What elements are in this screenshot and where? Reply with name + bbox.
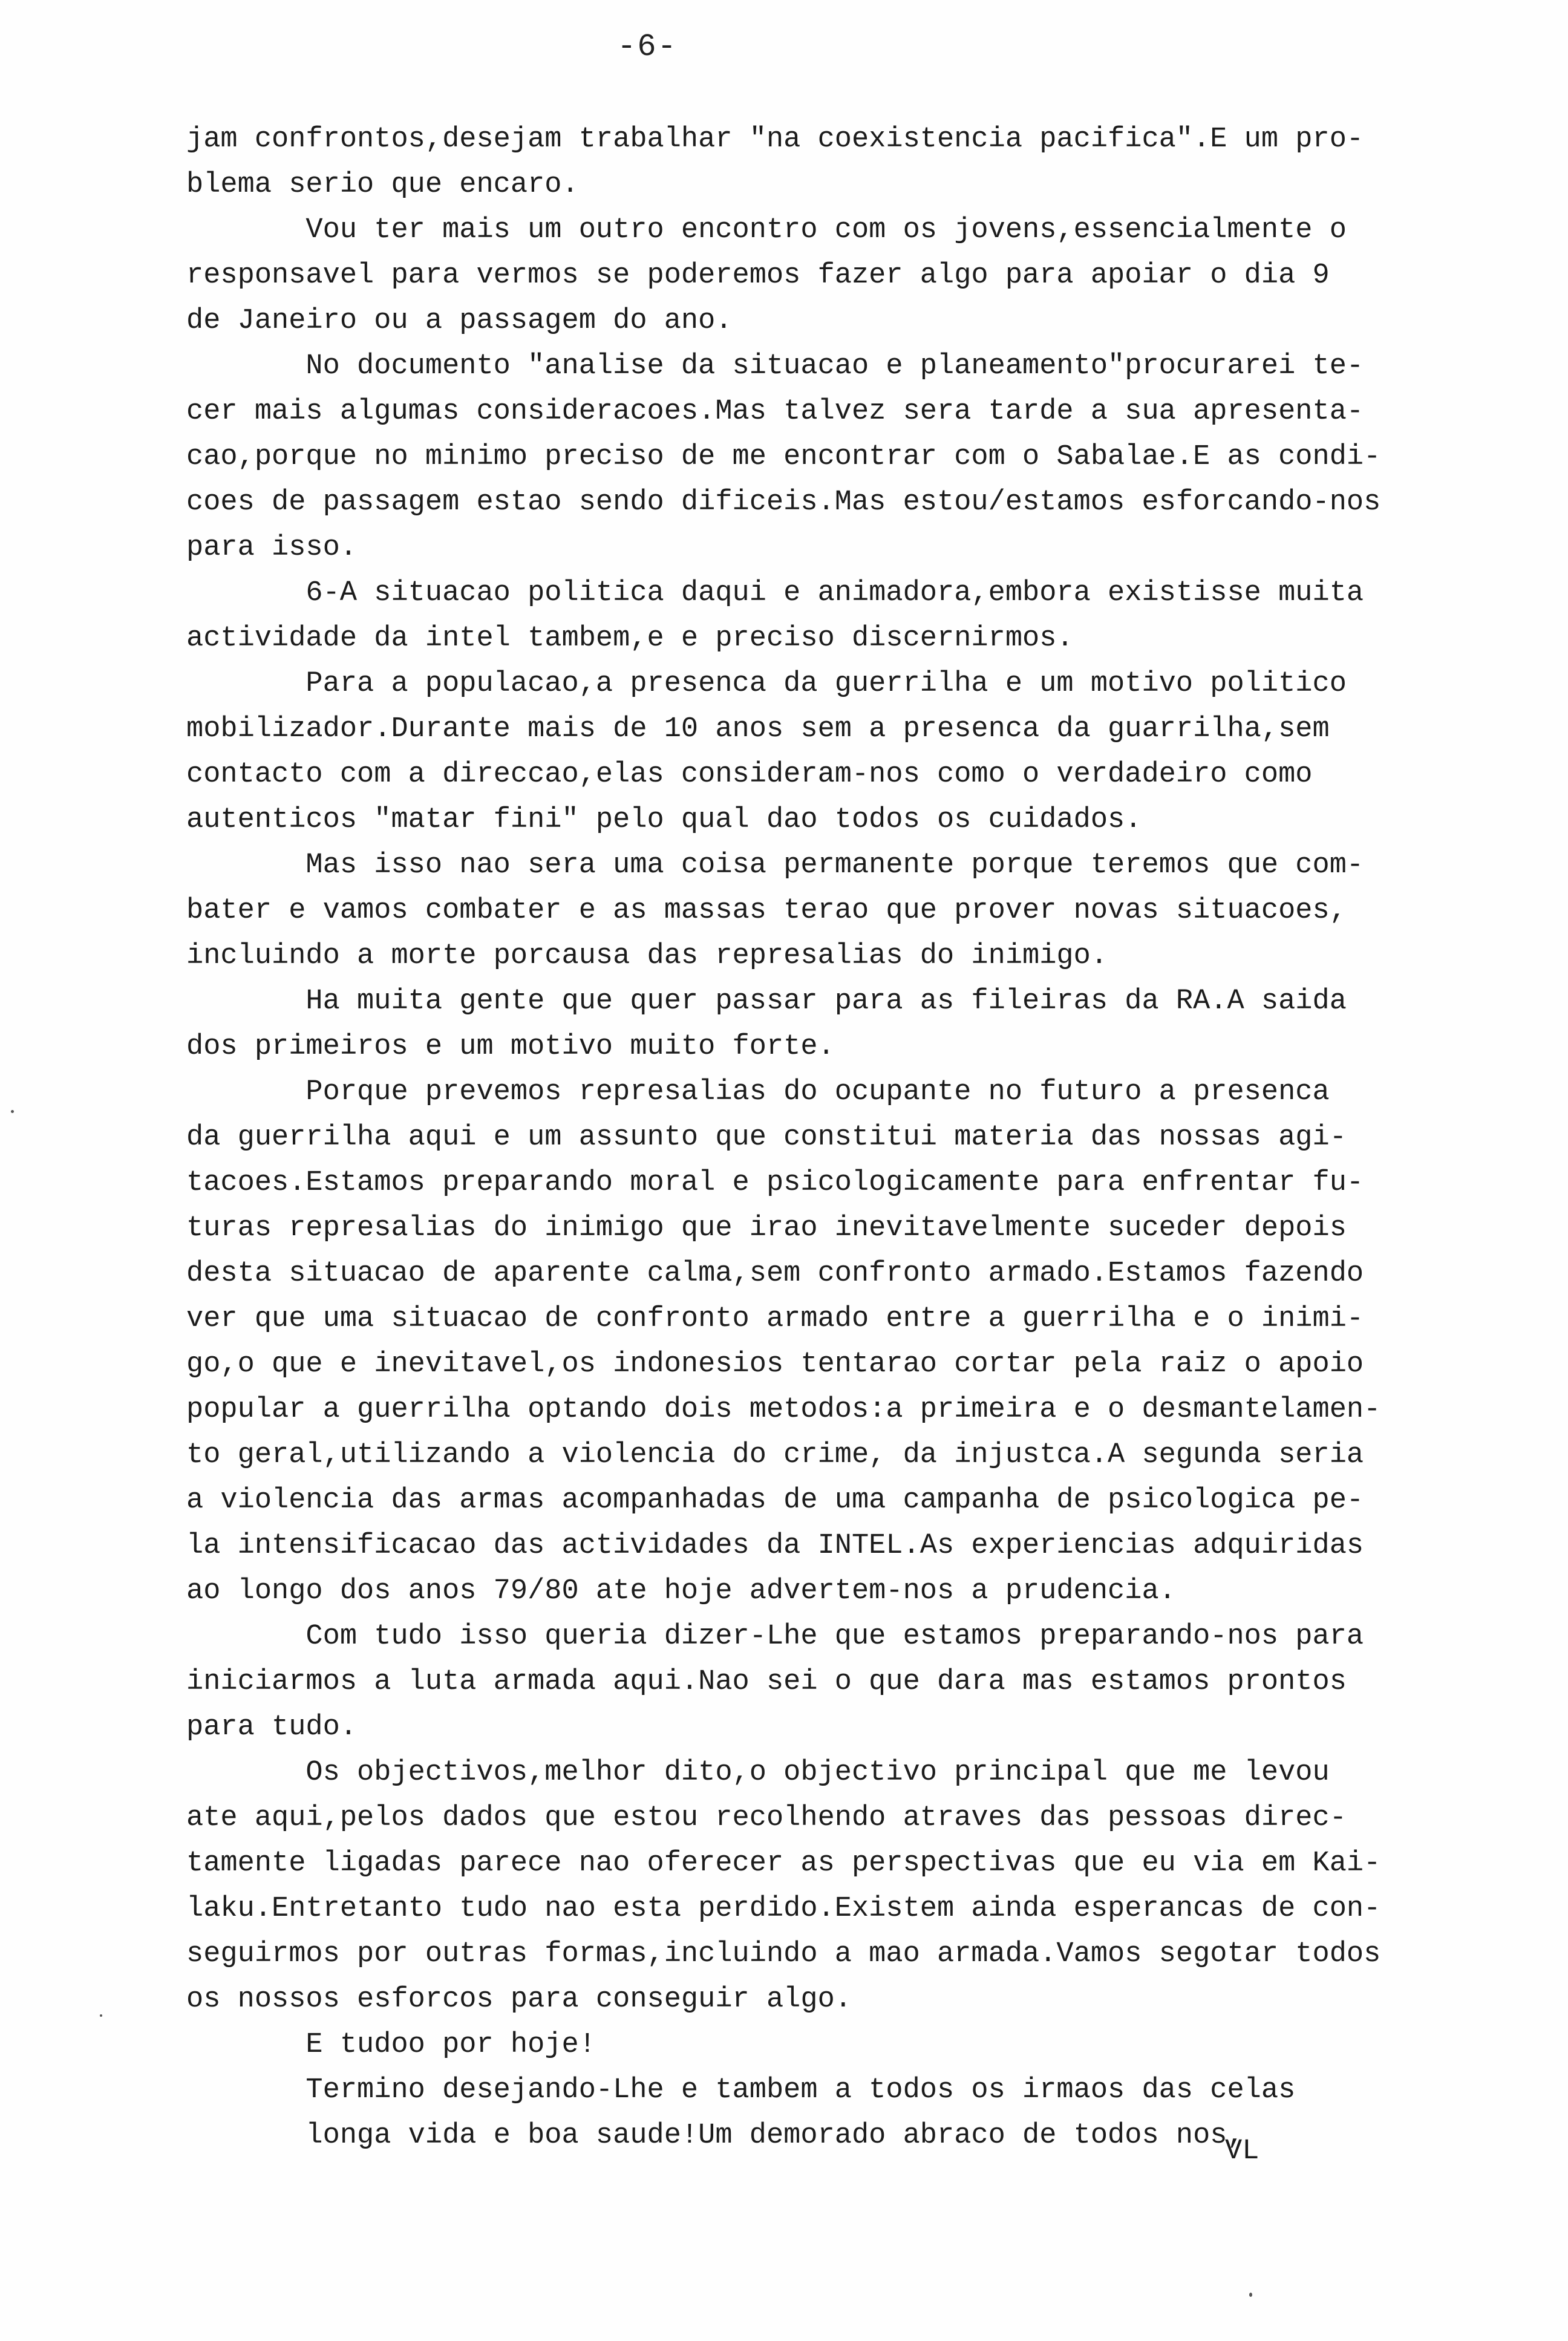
signature-initials: VL (1225, 2135, 1259, 2167)
text-line: Mas isso nao sera uma coisa permanente porque teremos que com- (186, 849, 1364, 881)
text-line: Porque prevemos represalias do ocupante no futuro a presenca (186, 1076, 1330, 1108)
text-line: para tudo. (186, 1711, 358, 1743)
text-line: coes de passagem estao sendo dificeis.Mas estou/estamos esforcando-nos (186, 486, 1381, 518)
text-line: blema serio que encaro. (186, 169, 579, 201)
text-line: jam confrontos,desejam trabalhar "na coexistencia pacifica".E um pro- (186, 123, 1364, 155)
text-line: laku.Entretanto tudo nao esta perdido.Existem ainda esperancas de con- (186, 1893, 1381, 1925)
text-line: ate aqui,pelos dados que estou recolhendo atraves das pessoas direc- (186, 1802, 1347, 1834)
text-line: Para a populacao,a presenca da guerrilha e um motivo politico (186, 668, 1347, 700)
text-line: cer mais algumas consideracoes.Mas talvez sera tarde a sua apresenta- (186, 396, 1364, 428)
text-line: Vou ter mais um outro encontro com os jovens,essencialmente o (186, 214, 1347, 246)
text-line: tacoes.Estamos preparando moral e psicologicamente para enfrentar fu- (186, 1167, 1364, 1199)
text-line: Ha muita gente que quer passar para as fileiras da RA.A saida (186, 985, 1347, 1017)
page-number: -6- (617, 29, 678, 65)
scan-speck (11, 1110, 14, 1113)
text-line: No documento "analise da situacao e planeamento"procurarei te- (186, 350, 1364, 382)
text-line: popular a guerrilha optando dois metodos:a primeira e o desmantelamen- (186, 1394, 1381, 1426)
text-line: os nossos esforcos para conseguir algo. (186, 1983, 852, 2016)
text-line: Termino desejando-Lhe e tambem a todos os irmaos das celas (186, 2074, 1296, 2106)
text-line: tamente ligadas parece nao oferecer as perspectivas que eu via em Kai- (186, 1847, 1381, 1879)
text-line: da guerrilha aqui e um assunto que constitui materia das nossas agi- (186, 1122, 1347, 1154)
text-line: incluindo a morte porcausa das represalias do inimigo. (186, 940, 1108, 972)
text-line: E tudoo por hoje! (186, 2029, 596, 2061)
text-line: go,o que e inevitavel,os indonesios tentarao cortar pela raiz o apoio (186, 1348, 1364, 1380)
scan-speck (1249, 2293, 1252, 2297)
scan-speck (100, 2014, 102, 2017)
text-line: iniciarmos a luta armada aqui.Nao sei o que dara mas estamos prontos (186, 1666, 1347, 1698)
text-line: cao,porque no minimo preciso de me encontrar com o Sabalae.E as condi- (186, 441, 1381, 473)
text-line: autenticos "matar fini" pelo qual dao todos os cuidados. (186, 804, 1142, 836)
letter-body (186, 117, 1469, 2158)
text-line: a violencia das armas acompanhadas de uma campanha de psicologica pe- (186, 1484, 1364, 1517)
text-line: 6-A situacao politica daqui e animadora,embora existisse muita (186, 577, 1364, 609)
text-line: de Janeiro ou a passagem do ano. (186, 305, 733, 337)
text-line: dos primeiros e um motivo muito forte. (186, 1031, 835, 1063)
text-line: para isso. (186, 532, 358, 564)
text-line: seguirmos por outras formas,incluindo a mao armada.Vamos segotar todos (186, 1938, 1381, 1970)
text-line: desta situacao de aparente calma,sem confronto armado.Estamos fazendo (186, 1258, 1364, 1290)
text-line: Os objectivos,melhor dito,o objectivo principal que me levou (186, 1757, 1330, 1789)
text-line: actividade da intel tambem,e e preciso discernirmos. (186, 622, 1074, 655)
text-line: ao longo dos anos 79/80 ate hoje advertem-nos a prudencia. (186, 1575, 1176, 1607)
text-line: Com tudo isso queria dizer-Lhe que estamos preparando-nos para (186, 1621, 1364, 1653)
text-line: ver que uma situacao de confronto armado entre a guerrilha e o inimi- (186, 1303, 1364, 1335)
text-line: la intensificacao das actividades da INTEL.As experiencias adquiridas (186, 1530, 1364, 1562)
text-line: turas represalias do inimigo que irao inevitavelmente suceder depois (186, 1212, 1347, 1244)
text-line: contacto com a direccao,elas consideram-nos como o verdadeiro como (186, 759, 1313, 791)
text-line: responsavel para vermos se poderemos fazer algo para apoiar o dia 9 (186, 260, 1330, 292)
text-line: mobilizador.Durante mais de 10 anos sem a presenca da guarrilha,sem (186, 713, 1330, 745)
text-line: longa vida e boa saude!Um demorado abraco de todos nos, (186, 2120, 1244, 2152)
text-line: bater e vamos combater e as massas terao que prover novas situacoes, (186, 895, 1347, 927)
text-line: to geral,utilizando a violencia do crime, da injustca.A segunda seria (186, 1439, 1364, 1471)
